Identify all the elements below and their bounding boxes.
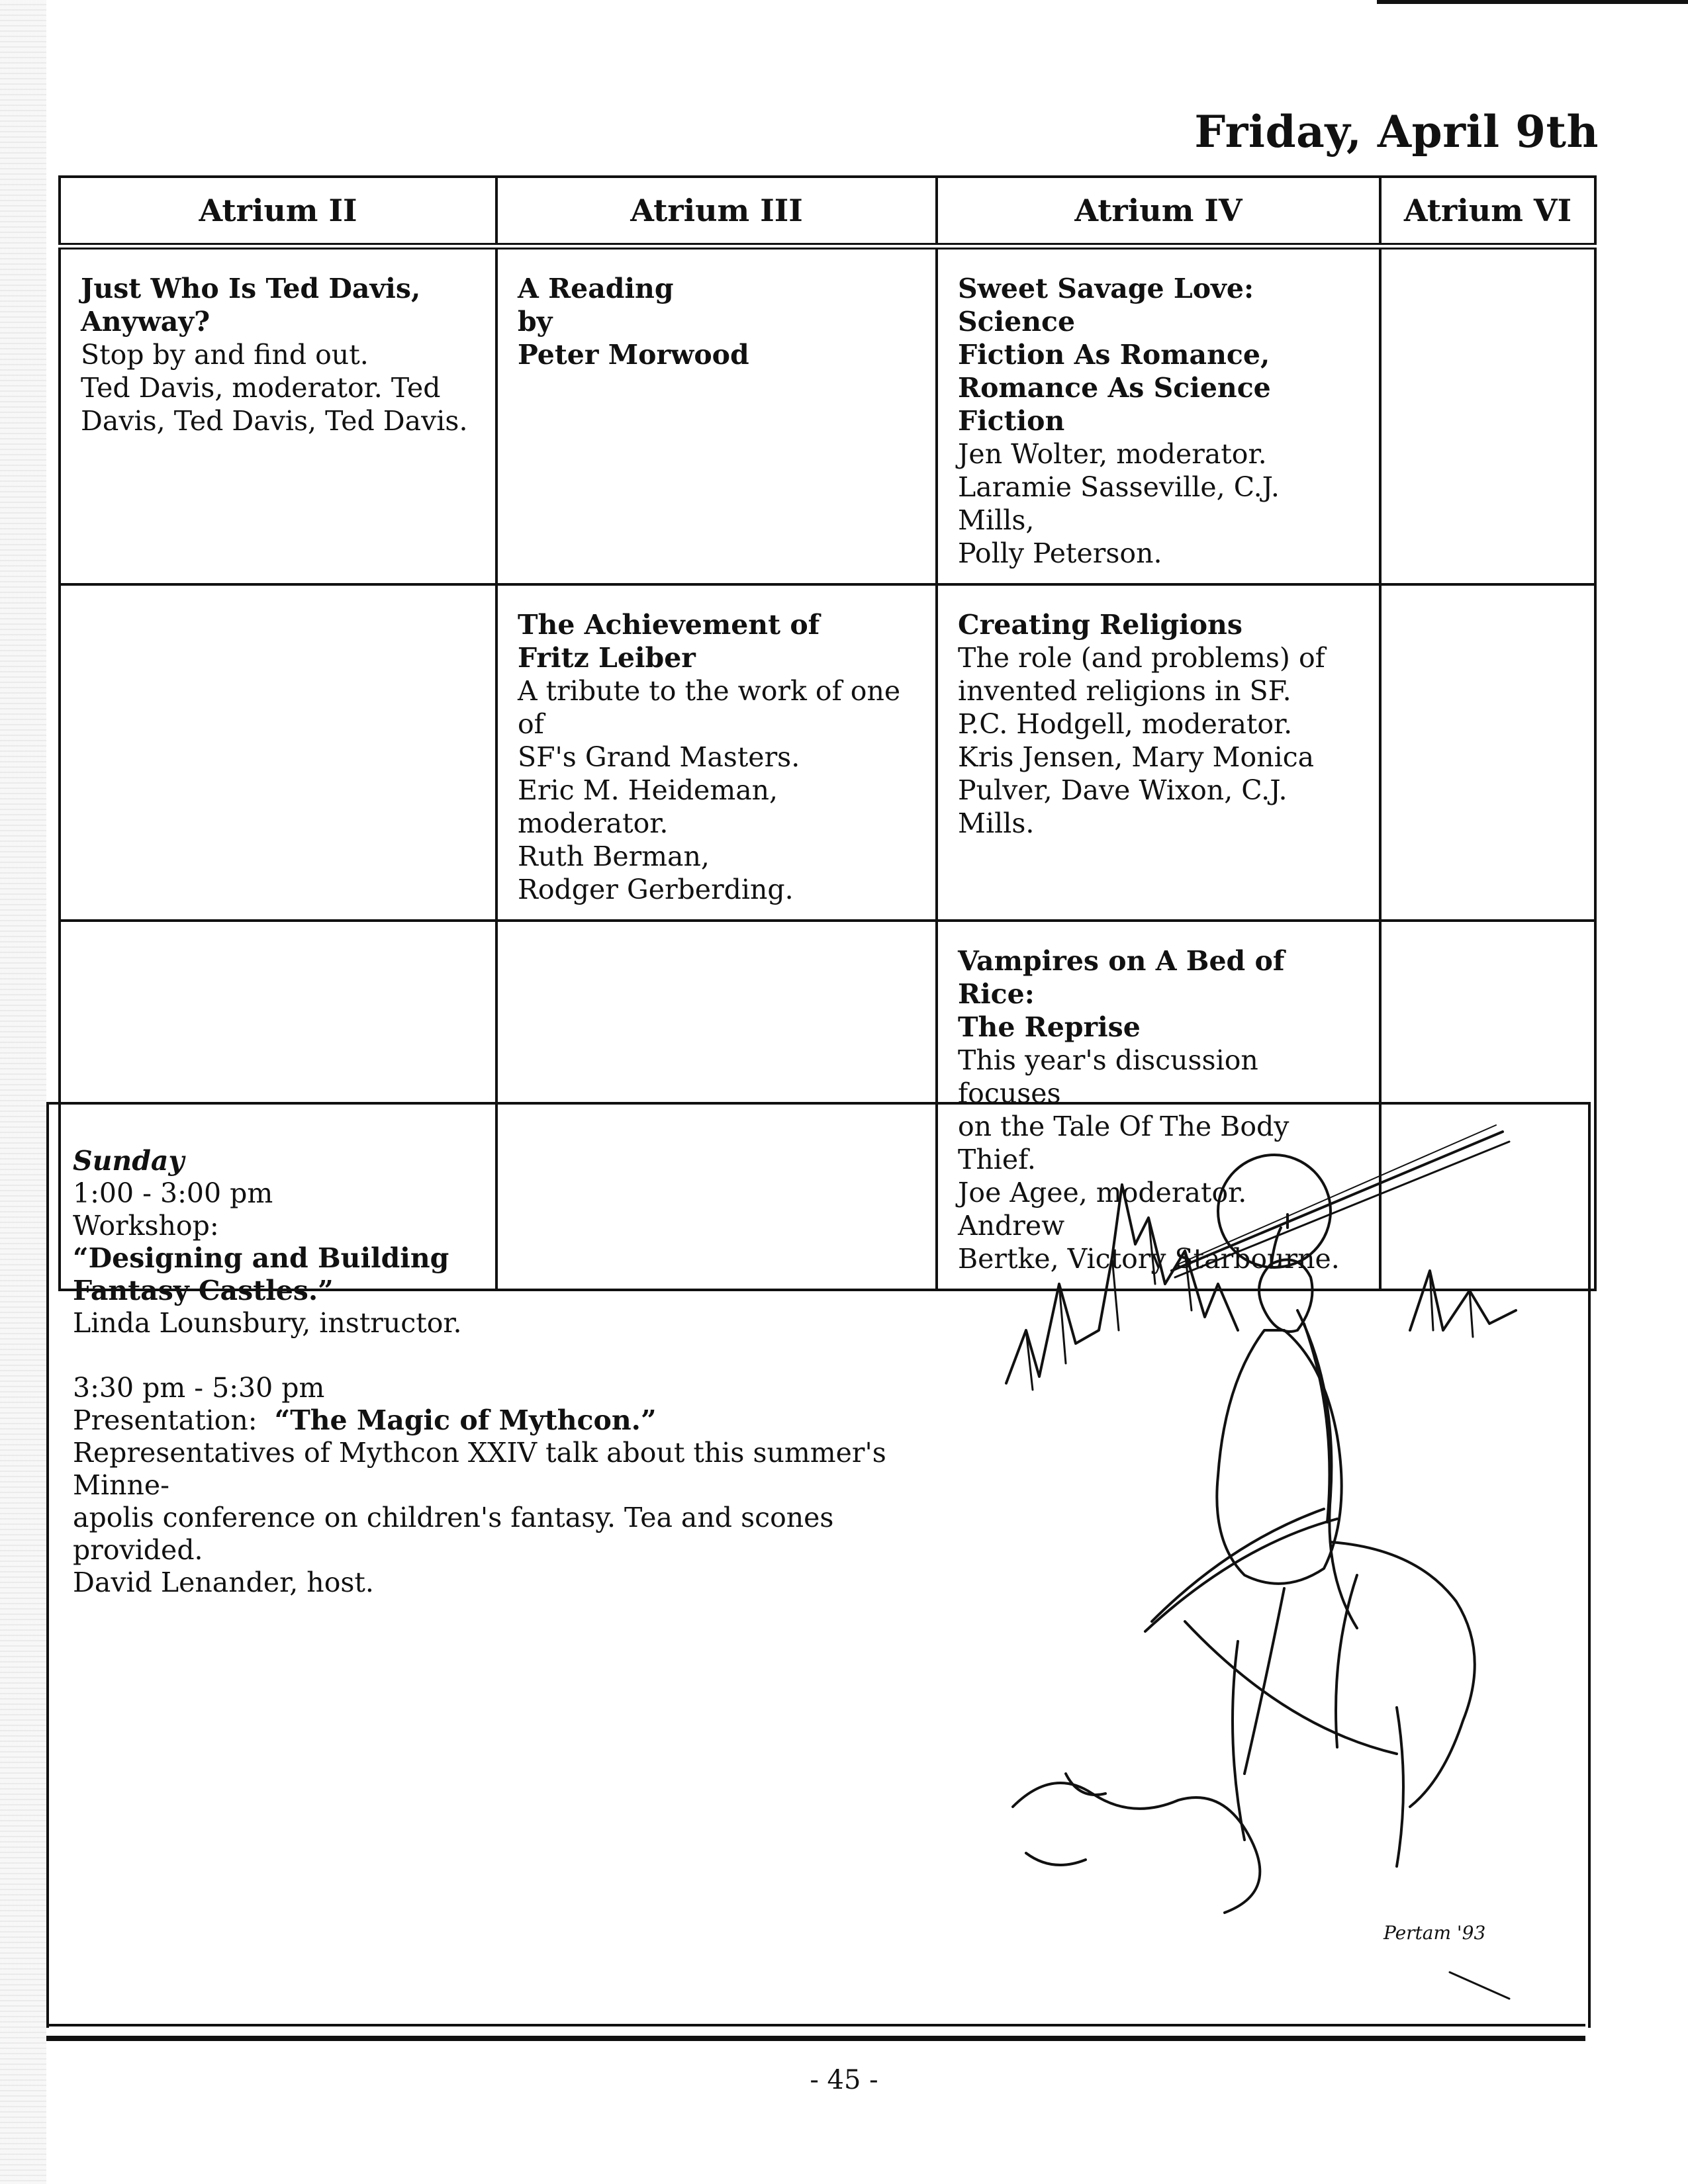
event-text-line: Polly Peterson. bbox=[958, 537, 1162, 569]
figure-hair bbox=[1297, 1310, 1357, 1628]
workshop-instructor: Linda Lounsbury, instructor. bbox=[73, 1307, 462, 1339]
event-title-line: Fiction As Romance, bbox=[958, 339, 1270, 371]
header-row bbox=[60, 177, 1595, 246]
workshop-title-2: Fantasy Castles.” bbox=[73, 1275, 334, 1306]
figure-head bbox=[1259, 1259, 1313, 1332]
sunday-heading: Sunday bbox=[73, 1145, 185, 1177]
schedule-cell bbox=[496, 246, 937, 584]
event-title-line: Just Who Is Ted Davis, bbox=[81, 273, 421, 304]
event-text-line: Stop by and find out. bbox=[81, 339, 369, 371]
event-text-line: P.C. Hodgell, moderator. bbox=[958, 708, 1293, 740]
event-text-line: This year's discussion focuses bbox=[958, 1044, 1258, 1109]
event-title-line: Peter Morwood bbox=[518, 339, 749, 371]
horse bbox=[1233, 1542, 1475, 1866]
sunday-notes bbox=[73, 1145, 933, 1599]
box-bottom-rule-2 bbox=[46, 2038, 1585, 2041]
presentation-desc-1: Representatives of Mythcon XXIV talk about this summer's Minne- bbox=[73, 1437, 886, 1501]
event-title-line: Creating Religions bbox=[958, 609, 1243, 641]
day-heading: Friday, April 9th bbox=[1194, 106, 1599, 158]
rocks bbox=[1013, 1774, 1260, 1913]
event-text-line: SF's Grand Masters. bbox=[518, 741, 800, 773]
event-text-line: invented religions in SF. bbox=[958, 675, 1291, 707]
schedule-cell bbox=[1380, 246, 1595, 584]
presentation-desc-2: apolis conference on children's fantasy. Tea and scones provided. bbox=[73, 1502, 834, 1566]
event-text-line: The role (and problems) of bbox=[958, 642, 1325, 674]
presentation-title: “The Magic of Mythcon.” bbox=[274, 1404, 657, 1436]
schedule-row bbox=[60, 246, 1595, 584]
event-text-line: Davis, Ted Davis, Ted Davis. bbox=[81, 405, 468, 437]
schedule-cell bbox=[60, 584, 496, 921]
event-text-line: Jen Wolter, moderator. bbox=[958, 438, 1267, 470]
schedule-cell bbox=[937, 584, 1380, 921]
event-title-line: A Reading bbox=[518, 273, 674, 304]
event-text-line: Eric M. Heideman, moderator. bbox=[518, 774, 778, 839]
workshop-title-1: “Designing and Building bbox=[73, 1242, 449, 1274]
scan-edge bbox=[0, 0, 46, 2184]
event-title-line: The Reprise bbox=[958, 1011, 1141, 1043]
column-header: Atrium IV bbox=[937, 177, 1380, 246]
event-title-line: Sweet Savage Love: Science bbox=[958, 273, 1254, 338]
schedule-cell bbox=[1380, 584, 1595, 921]
column-header: Atrium II bbox=[60, 177, 496, 246]
event-text-line: on the Tale Of The Body Thief. bbox=[958, 1111, 1289, 1175]
event-text-line: Kris Jensen, Mary Monica bbox=[958, 741, 1315, 773]
event-title-line: by bbox=[518, 306, 553, 338]
event-title-line: Vampires on A Bed of Rice: bbox=[958, 945, 1285, 1010]
event-title-line: The Achievement of bbox=[518, 609, 820, 641]
schedule-cell bbox=[60, 246, 496, 584]
warrior-illustration bbox=[986, 1112, 1556, 2005]
workshop-label: Workshop: bbox=[73, 1210, 219, 1242]
figure-body bbox=[1217, 1330, 1341, 1584]
event-text-line: Pulver, Dave Wixon, C.J. Mills. bbox=[958, 774, 1288, 839]
schedule-cell bbox=[937, 246, 1380, 584]
event-title-line: Romance As Science Fiction bbox=[958, 372, 1271, 437]
artist-signature: Pertam '93 bbox=[1383, 1922, 1486, 1944]
box-bottom-rule bbox=[46, 2024, 1585, 2038]
event-text-line: Ted Davis, moderator. Ted bbox=[81, 372, 441, 404]
event-text-line: Joe Agee, moderator. Andrew bbox=[958, 1177, 1247, 1242]
column-header: Atrium VI bbox=[1380, 177, 1595, 246]
schedule-row bbox=[60, 584, 1595, 921]
workshop-time: 1:00 - 3:00 pm bbox=[73, 1177, 273, 1209]
event-title-line: Anyway? bbox=[81, 306, 211, 338]
event-text-line: Bertke, Victory Starbourne. bbox=[958, 1243, 1340, 1275]
schedule-cell bbox=[496, 584, 937, 921]
event-text-line: Rodger Gerberding. bbox=[518, 874, 794, 905]
presentation-time: 3:30 pm - 5:30 pm bbox=[73, 1372, 325, 1404]
spear bbox=[1172, 1132, 1503, 1271]
column-header: Atrium III bbox=[496, 177, 937, 246]
scimitar bbox=[1185, 1621, 1397, 1754]
top-rule bbox=[1377, 0, 1688, 4]
event-title-line: Fritz Leiber bbox=[518, 642, 696, 674]
presentation-label: Presentation: bbox=[73, 1404, 258, 1436]
event-text-line: A tribute to the work of one of bbox=[518, 675, 901, 740]
event-text-line: Ruth Berman, bbox=[518, 841, 710, 872]
mountains bbox=[1006, 1185, 1238, 1383]
presentation-host: David Lenander, host. bbox=[73, 1567, 374, 1598]
presentation-line bbox=[73, 1404, 933, 1437]
event-text-line: Laramie Sasseville, C.J. Mills, bbox=[958, 471, 1280, 536]
page-number: - 45 - bbox=[810, 2065, 878, 2095]
